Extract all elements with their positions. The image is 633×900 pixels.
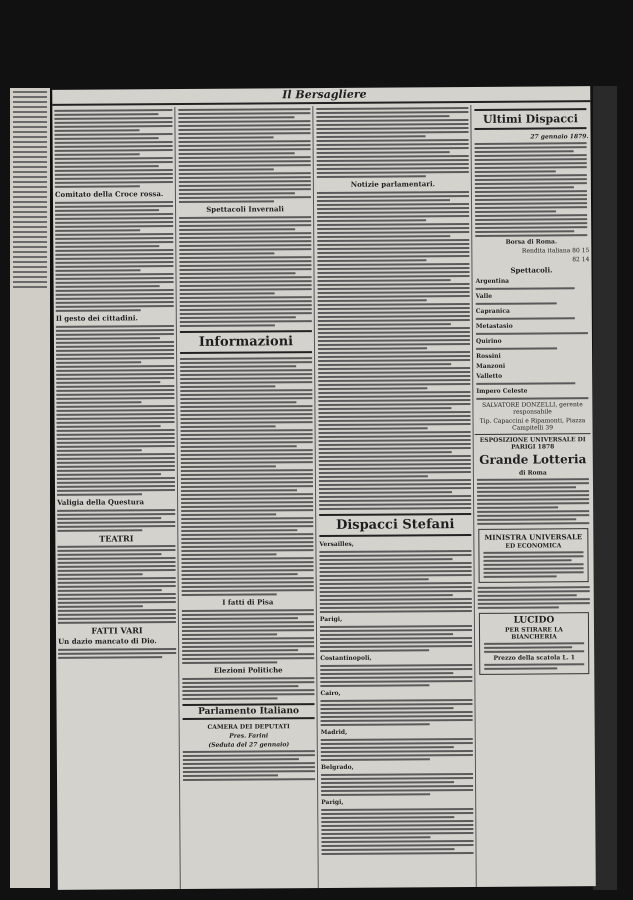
ministra-heading: MINISTRA UNIVERSALE (484, 532, 583, 542)
heading-fatti-pisa: I fatti di Pisa (222, 597, 274, 607)
heading-notizie-parlamentari: Notizie parlamentari. (350, 179, 436, 189)
column-1 (52, 107, 180, 890)
lucido-sub: PER STIRARE LA BIANCHERIA (505, 626, 563, 641)
lucido-ad (479, 612, 589, 675)
page-binding-edge (593, 86, 617, 890)
esposizione-line: ESPOSIZIONE UNIVERSALE DI PARIGI 1878 (475, 433, 591, 451)
heading-fatti-vari: FATTI VARI (91, 625, 143, 636)
gerente-line: SALVATORE DONZELLI, gerente responsabile (482, 401, 583, 416)
heading-spettacoli-invernali: Spettacoli Invernali (206, 204, 284, 214)
heading-grande-lotteria: Grande Lotteria (479, 452, 587, 467)
heading-teatri: TEATRI (99, 533, 134, 544)
camera-label: CAMERA DEI DEPUTATI (207, 723, 290, 731)
heading-dazio: Un dazio mancato di Dio. (58, 636, 157, 646)
masthead (52, 86, 590, 106)
rendita-line: Rendita italiana 80 15 (521, 247, 590, 255)
column-4 (472, 104, 593, 887)
dateline-cairo: Cairo, (320, 689, 341, 698)
dateline-belgrado: Belgrado, (320, 763, 354, 772)
heading-dispacci-stefani: Dispacci Stefani (319, 513, 471, 537)
lucido-heading: LUCIDO (513, 615, 555, 626)
theatre-manzoni: Manzoni (476, 362, 506, 370)
presidente-label: Pres. Farini (229, 732, 269, 740)
heading-spettacoli: Spettacoli. (510, 265, 553, 275)
lucido-prezzo: Prezzo della scatola L. 1 (493, 654, 575, 662)
dateline-costantinopoli: Costantinopoli, (320, 654, 372, 663)
heading-ultimi-dispacci: Ultimi Dispacci (474, 108, 586, 130)
seduta-label: (Seduta del 27 gennaio) (208, 741, 290, 749)
theatre-impero-celeste: Impero Celeste (476, 387, 528, 395)
theatre-valle: Valle (475, 292, 493, 300)
heading-valigia: Valigia della Questura (57, 497, 145, 507)
theatre-metastasio: Metastasio (475, 322, 513, 330)
dateline-versailles: Versailles, (319, 540, 354, 549)
column-3 (314, 105, 476, 888)
heading-parlamento: Parlamento Italiano (183, 703, 315, 720)
theatre-rossini: Rossini (476, 352, 501, 360)
theatre-quirino: Quirino (475, 337, 502, 345)
borsa-heading: Borsa di Roma. (505, 238, 558, 246)
masthead-title: Il Bersagliere (282, 87, 367, 102)
tipografia-line: Tip. Capaccini e Ripamonti, Piazza Campitelli 39 (479, 417, 586, 432)
heading-informazioni: Informazioni (180, 330, 312, 354)
dateline-parigi-2: Parigi, (321, 798, 344, 807)
rendita-line-2: 82 14 (572, 256, 590, 264)
newspaper-page (52, 86, 596, 890)
lotteria-sub: di Roma (518, 469, 547, 477)
theatre-capranica: Capranica (475, 307, 510, 315)
heading-croce-rossa: Comitato della Croce rossa. (54, 189, 164, 199)
theatre-argentina: Argentina (475, 277, 510, 285)
ministra-ad (478, 528, 588, 583)
column-2 (176, 106, 318, 889)
ministra-sub: ED ECONOMICA (505, 542, 562, 550)
date-line: 27 gennaio 1879. (530, 133, 589, 141)
heading-elezioni: Elezioni Politiche (213, 665, 283, 675)
dateline-parigi: Parigi, (319, 615, 343, 624)
heading-gesto-cittadini: Il gesto dei cittadini. (55, 313, 138, 323)
dateline-madrid: Madrid, (320, 728, 348, 737)
adjacent-page-sliver (10, 88, 50, 888)
theatre-valletto: Valletto (476, 372, 503, 380)
